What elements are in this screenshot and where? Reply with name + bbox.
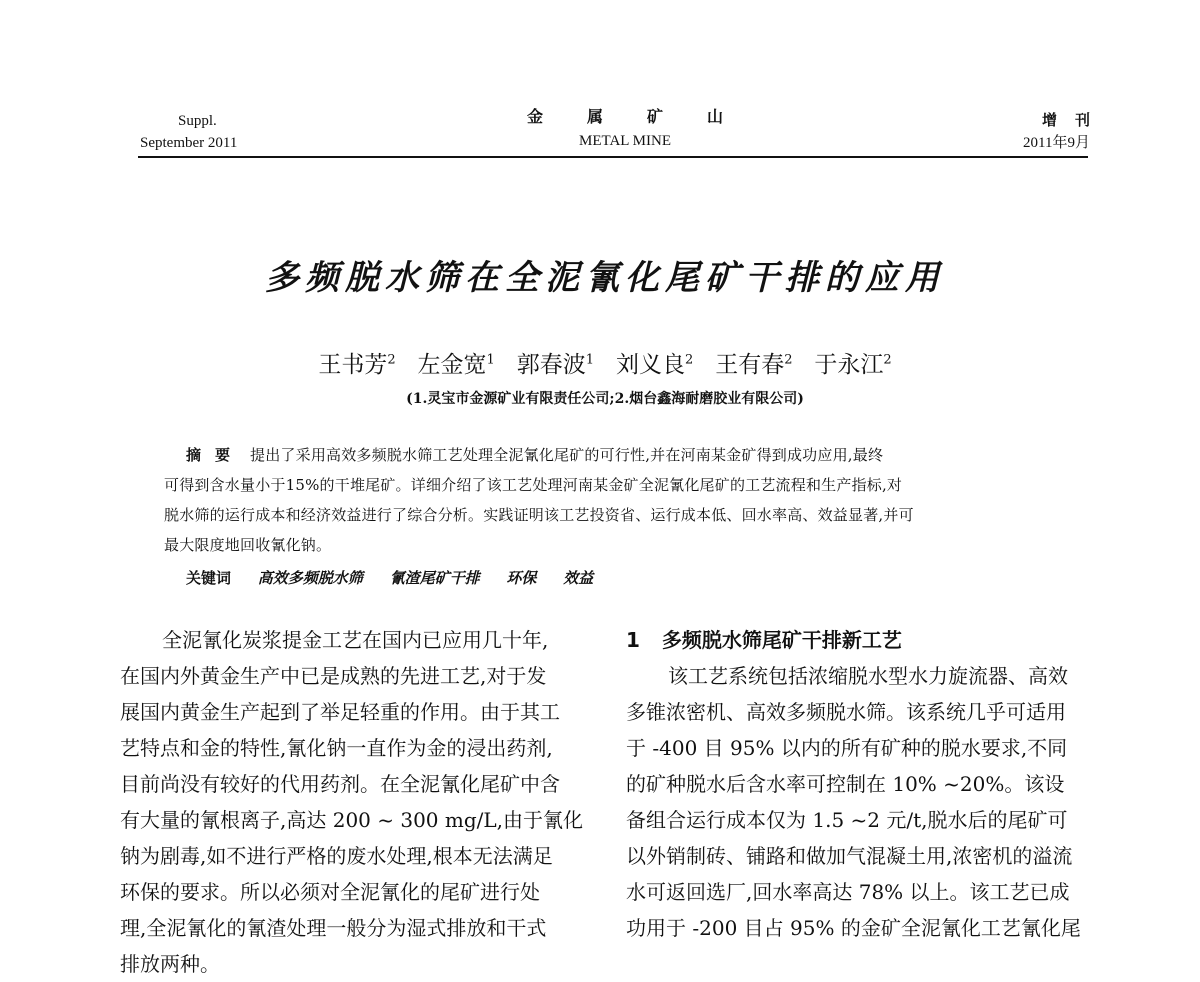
author: 刘义良$^2$ [615,352,694,378]
body-line: 功用于 -200 目占 95% 的金矿全泥氰化工艺氰化尾 [626,916,1081,940]
supplement-label: Suppl. [178,113,217,129]
issue-date-en: September 2011 [140,135,238,151]
section-number: 1 [626,628,640,652]
body-line: 钠为剧毒,如不进行严格的废水处理,根本无法满足 [120,844,553,868]
body-right-column [626,622,1096,946]
body-line: 目前尚没有较好的代用药剂。在全泥氰化尾矿中含 [120,772,560,796]
abstract-line: 可得到含水量小于15%的干堆尾矿。详细介绍了该工艺处理河南某金矿全泥氰化尾矿的工艺流程和生产指标,对 [164,476,903,494]
body-line: 备组合运行成本仅为 1.5 ~2 元/t,脱水后的尾矿可 [626,808,1068,832]
keyword: 氰渣尾矿干排 [389,569,480,587]
body-line: 水可返回选厂,回水率高达 78% 以上。该工艺已成 [626,880,1070,904]
author: 郭春波$^1$ [516,352,595,378]
article-title: 多频脱水筛在全泥氰化尾矿干排的应用 [265,258,945,298]
body-line: 以外销制砖、铺路和做加气混凝土用,浓密机的溢流 [626,844,1073,868]
journal-name [480,105,770,153]
body-line: 的矿种脱水后含水率可控制在 10% ~20%。该设 [626,772,1065,796]
body-line: 排放两种。 [120,952,220,976]
abstract-line: 摘要 提出了采用高效多频脱水筛工艺处理全泥氰化尾矿的可行性,并在河南某金矿得到成功应用,最终 [186,446,884,464]
journal-name-cn: 金属矿山 [526,107,767,126]
keyword: 高效多频脱水筛 [257,569,363,587]
body-line: 理,全泥氰化的氰渣处理一般分为湿式排放和干式 [120,916,547,940]
body-line: 多锥浓密机、高效多频脱水筛。该系统几乎可适用 [626,700,1066,724]
section-heading [626,622,1096,658]
author-list [120,346,1090,379]
header-left [140,110,237,154]
header-right [1023,110,1108,154]
abstract-label: 摘要 [186,446,245,464]
header-rule [138,156,1088,158]
affiliations: (1.灵宝市金源矿业有限责任公司;2.烟台鑫海耐磨胶业有限公司) [406,391,804,407]
body-line: 于 -400 目 95% 以内的所有矿种的脱水要求,不同 [626,736,1068,760]
author: 于永江$^2$ [814,352,892,378]
supplement-label-cn: 增刊 [1041,113,1108,129]
body-line: 艺特点和金的特性,氰化钠一直作为金的浸出药剂, [120,736,553,760]
body-left-column [120,622,590,982]
body-line: 环保的要求。所以必须对全泥氰化的尾矿进行处 [120,880,540,904]
body-line: 在国内外黄金生产中已是成熟的先进工艺,对于发 [120,664,547,688]
keywords-label: 关键词 [186,569,232,587]
body-line: 展国内黄金生产起到了举足轻重的作用。由于其工 [120,700,560,724]
body-line: 有大量的氰根离子,高达 200 ~ 300 mg/L,由于氰化 [120,808,584,832]
abstract-line: 脱水筛的运行成本和经济效益进行了综合分析。实践证明该工艺投资省、运行成本低、回水率高、效益显著,并可 [164,506,914,524]
keywords [186,567,615,588]
issue-date-cn: 2011年9月 [1023,135,1090,151]
keyword: 环保 [506,569,537,587]
section-title: 多频脱水筛尾矿干排新工艺 [661,628,902,652]
body-line: 该工艺系统包括浓缩脱水型水力旋流器、高效 [668,664,1068,688]
author: 王有春$^2$ [715,352,793,378]
abstract [164,440,1050,560]
keyword: 效益 [563,569,594,587]
body-line: 全泥氰化炭浆提金工艺在国内已应用几十年, [162,628,549,652]
author: 王书芳$^2$ [318,352,396,378]
author: 左金宽$^1$ [417,352,495,378]
abstract-line: 最大限度地回收氰化钠。 [164,536,332,554]
journal-name-en: METAL MINE [579,133,671,149]
